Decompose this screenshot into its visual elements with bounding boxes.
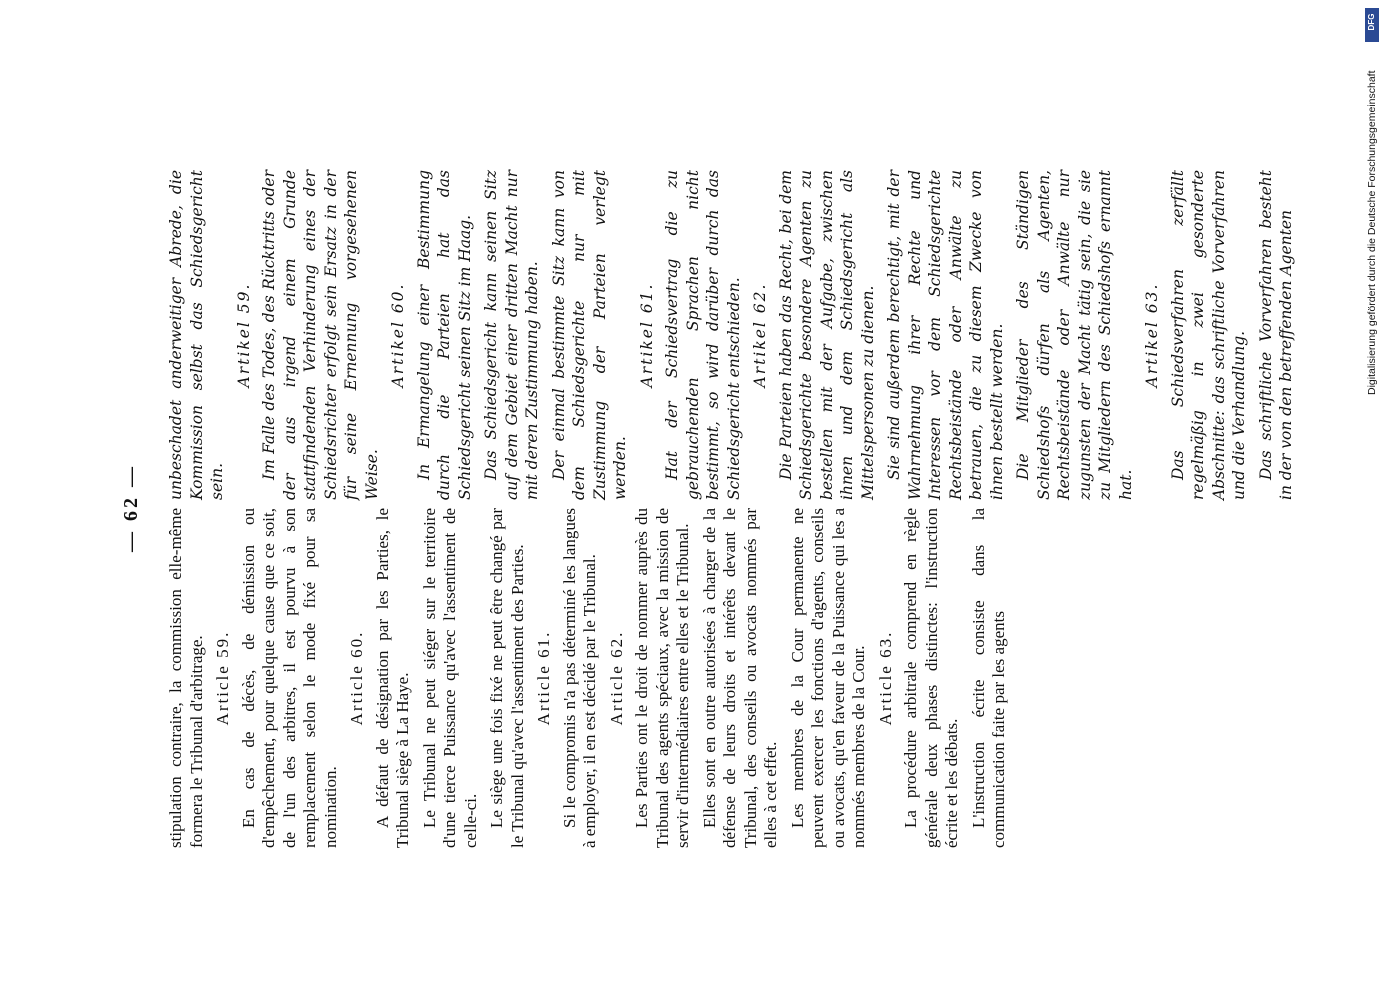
digitization-notice: Digitalisierung gefördert durch die Deutsche Forschungsgemeinschaft [1366,70,1378,395]
fr-article-62-p3: Les membres de la Cour permanente ne peuvent exercer les fonctions d'agents, conseils ou avocats, qu'en faveur de la Puissance qui les a nommés membres de la Cour. [787,508,868,848]
de-article-62-p2: Sie sind außerdem berechtigt, mit der Wahrnehmung ihrer Rechte und Interessen vor dem Schiedsgerichte Rechtsbeistände oder Anwälte zu betrauen, die zu diesem Zwecke von ihnen bestellt werden. [885,170,1006,500]
de-article-63-p1: Das Schiedsverfahren zerfällt regelmäßig in zwei gesonderte Abschnitte: das schriftliche Vorverfahren und die Verhandlung. [1168,170,1248,500]
de-article-60-p3: Der einmal bestimmte Sitz kann von dem Schiedsgerichte nur mit Zustimmung der Parteien verlegt werden. [549,170,629,500]
german-column [166,170,1295,500]
fr-article-61-p1: Si le compromis n'a pas déterminé les langues à employer, il en est décidé par le Tribunal. [559,508,599,848]
de-article-61-title: Artikel 61. [637,282,656,388]
de-article-62-title: Artikel 62. [751,282,769,388]
fr-article-60-p1: A défaut de désignation par les Parties, le Tribunal siège à La Haye. [372,508,412,848]
french-column [166,508,1246,848]
de-article-60-p1: In Ermangelung einer Bestimmung durch die Parteien hat das Schiedsgericht seinen Sitz im Haag. [414,170,474,500]
fr-article-62-title: Article 62. [606,630,626,726]
fr-article-61-title: Article 61. [534,630,553,726]
fr-article-60-p3: Le siège une fois fixé ne peut être changé par le Tribunal qu'avec l'assentiment des Parties. [487,508,527,848]
de-article-59-p1: Im Falle des Todes, des Rücktritts oder der aus irgend einem Grunde stattfindenden Verhinderung eines der Schiedsrichter erfolgt sein Ersatz in der für seine Ernennung vorgesehenen Weise. [260,170,381,500]
de-article-62-p1: Die Parteien haben das Recht, bei dem Schiedsgerichte besondere Agenten zu bestellen mit der Aufgabe, zwischen ihnen und dem Schiedsgericht als Mittelspersonen zu dienen. [776,170,877,500]
de-article-60-p2: Das Schiedsgericht kann seinen Sitz auf dem Gebiet einer dritten Macht nur mit deren Zustimmung haben. [482,170,541,500]
de-article-59-title: Artikel 59. [234,282,253,388]
fr-article-59-p1: En cas de décès, de démission ou d'empêchement, pour quelque cause que ce soit, de l'un des arbitres, il est pourvu à son remplacement selon le mode fixé pour sa nomination. [238,508,340,848]
fr-article-62-p2: Elles sont en outre autorisées à charger de la défense de leurs droits et intérêts devant le Tribunal, des conseils ou avocats nommés par elles à cet effet. [699,508,780,848]
de-article-63-title: Artikel 63. [1143,282,1161,388]
fr-article-60-title: Article 60. [347,630,366,726]
de-intro: unbeschadet anderweitiger Abrede, die Kommission selbst das Schiedsgericht sein. [167,170,226,500]
fr-article-63-p2: L'instruction écrite consiste dans la communication faite par les agents [968,508,1008,848]
de-article-63-p2: Das schriftliche Vorverfahren besteht in der von den betreffenden Agenten [1256,170,1295,500]
fr-article-59-title: Article 59. [213,630,232,726]
de-article-60-title: Artikel 60. [389,282,407,388]
dfg-logo-text: DFG [1367,13,1376,31]
fr-intro: stipulation contraire, la commission elle-même formera le Tribunal d'arbitrage. [166,508,206,848]
page-number: — 62 — [120,464,142,552]
dfg-logo [1365,8,1379,42]
de-article-62-p3: Die Mitglieder des Ständigen Schiedshofs dürfen als Agenten, Rechtsbeistände oder Anwälte nur zugunsten der Macht tätig sein, die sie zu Mitgliedern des Schiedshofs ernannt hat. [1014,170,1135,500]
fr-article-60-p2: Le Tribunal ne peut siéger sur le territoire d'une tierce Puissance qu'avec l'assentiment de celle-ci. [419,508,480,848]
fr-article-63-p1: La procédure arbitrale comprend en règle générale deux phases distinctes: l'instruction écrite et les débats. [901,508,961,848]
fr-article-62-p1: Les Parties ont le droit de nommer auprès du Tribunal des agents spéciaux, avec la mission de servir d'intermédiaires entre elles et le Tribunal. [632,508,692,848]
de-article-61-p1: Hat der Schiedsvertrag die zu gebrauchenden Sprachen nicht bestimmt, so wird darüber durch das Schiedsgericht entschieden. [663,170,743,500]
fr-article-63-title: Article 63. [875,630,895,726]
